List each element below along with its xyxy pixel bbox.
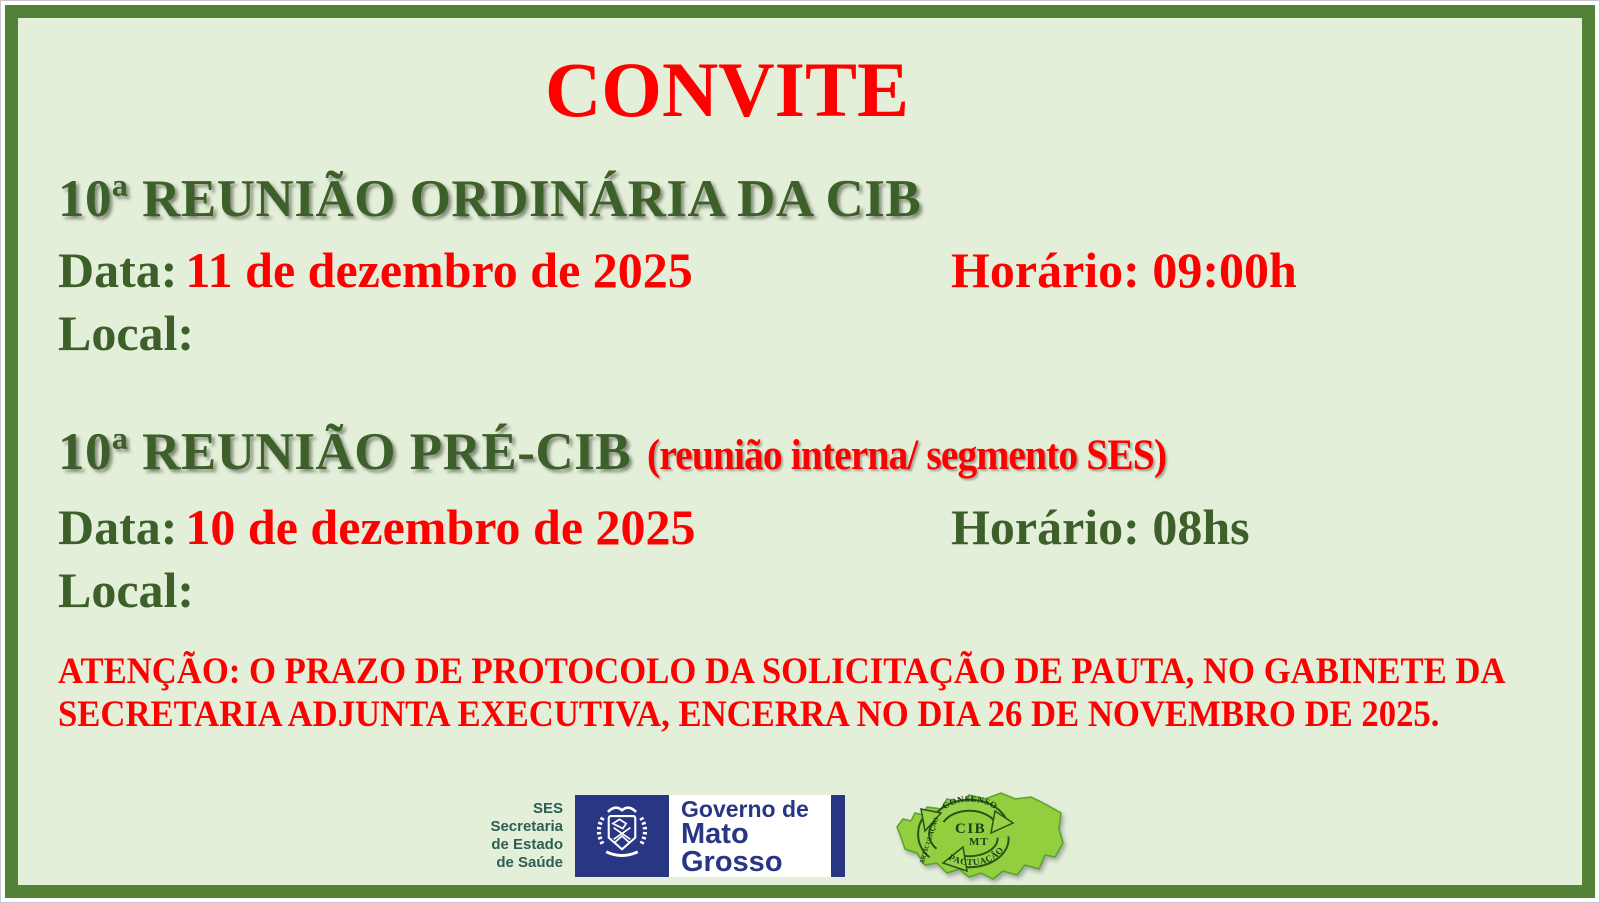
meeting-section-pre-cib bbox=[58, 421, 1538, 619]
ses-line1: SES bbox=[532, 800, 563, 817]
ses-secretaria-label bbox=[471, 800, 563, 872]
time-label: Horário: bbox=[951, 499, 1140, 555]
ses-line2: Secretaria bbox=[490, 818, 563, 835]
cib-center-subtext: MT bbox=[969, 836, 989, 848]
time-group bbox=[951, 499, 1250, 556]
deadline-notice-line2: SECRETARIA ADJUNTA EXECUTIVA, ENCERRA NO DIA 26 DE NOVEMBRO DE 2025. bbox=[58, 693, 1440, 734]
date-value: 10 de dezembro de 2025 bbox=[185, 499, 696, 555]
meeting-date-line bbox=[58, 499, 1538, 556]
date-label: Data: bbox=[58, 499, 178, 555]
page-title: CONVITE bbox=[544, 46, 910, 133]
time-label: Horário: bbox=[951, 242, 1140, 298]
governo-line1: Governo de bbox=[681, 795, 809, 822]
local-label: Local: bbox=[58, 305, 195, 361]
date-label: Data: bbox=[58, 242, 178, 298]
time-value: 09:00h bbox=[1152, 242, 1297, 298]
deadline-notice bbox=[58, 649, 1506, 735]
cib-center-text: CIB bbox=[955, 821, 987, 837]
ses-line4: de Saúde bbox=[496, 854, 563, 871]
meeting-date-line bbox=[58, 242, 1538, 299]
local-label: Local: bbox=[58, 562, 195, 618]
meeting-heading bbox=[58, 168, 1538, 230]
cib-mt-logo bbox=[889, 785, 1069, 887]
time-group bbox=[951, 242, 1297, 299]
logo-divider-bar bbox=[831, 795, 845, 877]
green-framed-page bbox=[5, 5, 1595, 898]
meeting-section-ordinaria bbox=[58, 168, 1538, 362]
footer-logos bbox=[471, 786, 1069, 886]
governo-line3: Grosso bbox=[681, 845, 783, 878]
time-value: 08hs bbox=[1152, 499, 1250, 555]
mato-grosso-coat-of-arms-icon bbox=[575, 795, 669, 877]
governo-line2: Mato bbox=[681, 817, 749, 850]
ses-line3: de Estado bbox=[491, 836, 563, 853]
governo-logo-text bbox=[669, 795, 831, 877]
cib-word-articulacao: ARTICULAÇÃO bbox=[918, 816, 941, 866]
cib-word-pactuacao: PACTUAÇÃO bbox=[947, 844, 1006, 868]
meeting-heading-note: (reunião interna/ segmento SES) bbox=[647, 432, 1167, 479]
meeting-local-line bbox=[58, 562, 1538, 619]
meeting-heading-text: 10ª REUNIÃO ORDINÁRIA DA CIB bbox=[58, 170, 922, 228]
meeting-heading bbox=[58, 421, 1538, 487]
date-value: 11 de dezembro de 2025 bbox=[185, 242, 693, 298]
governo-mato-grosso-logo bbox=[575, 795, 845, 877]
meeting-heading-text: 10ª REUNIÃO PRÉ-CIB bbox=[58, 423, 632, 481]
meeting-local-line bbox=[58, 305, 1538, 362]
deadline-notice-line1: ATENÇÃO: O PRAZO DE PROTOCOLO DA SOLICITAÇÃO DE PAUTA, NO GABINETE DA bbox=[58, 650, 1506, 691]
cib-word-consenso: CONSENSO bbox=[940, 793, 1000, 812]
